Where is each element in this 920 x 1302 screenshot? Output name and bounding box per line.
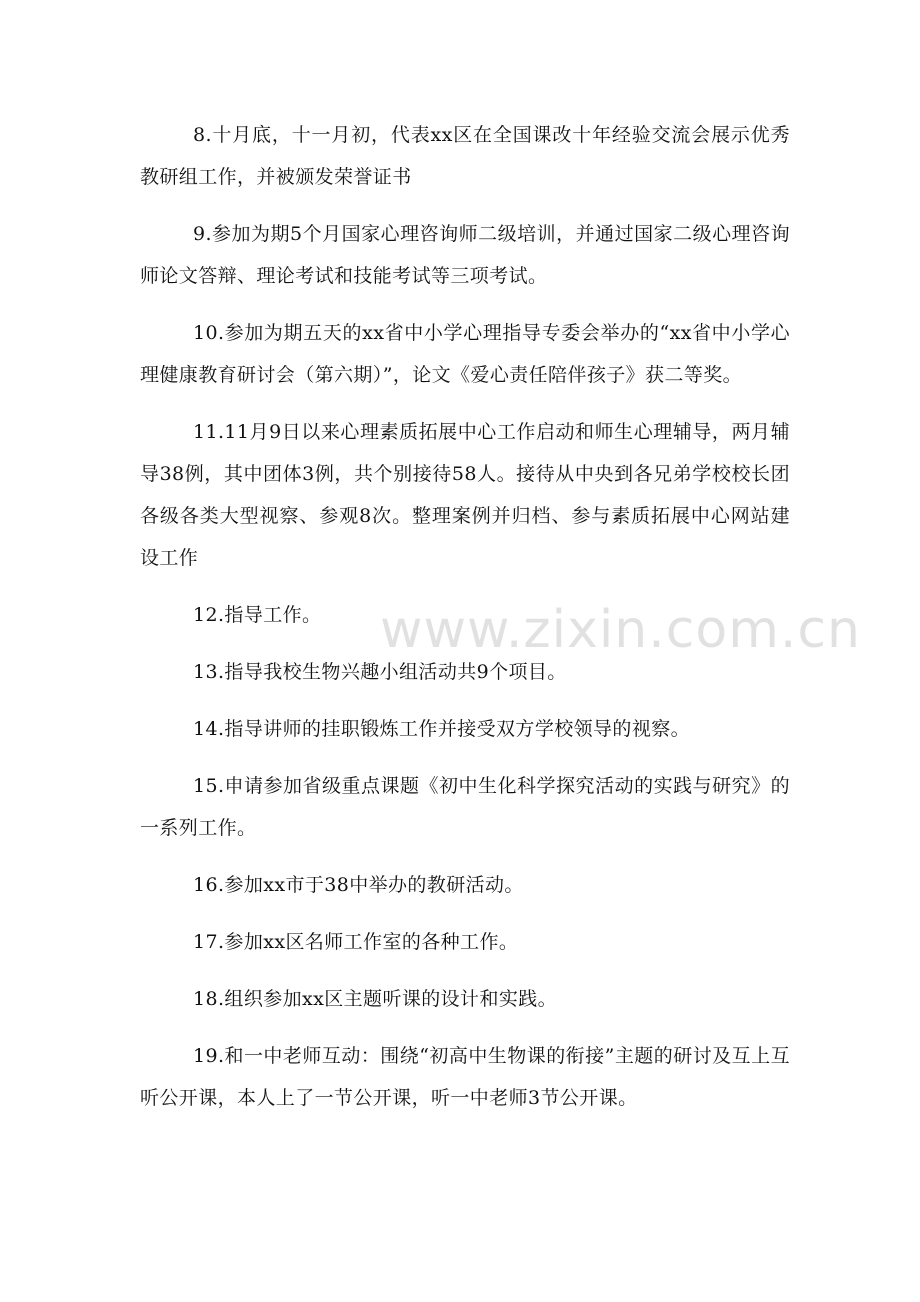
paragraph-item-13: 13.指导我校生物兴趣小组活动共9个项目。 bbox=[193, 661, 567, 683]
paragraph-item-12: 12.指导工作。 bbox=[193, 604, 322, 626]
paragraph-item-10: 10.参加为期五天的xx省中小学心理指导专委会举办的“xx省中小学心理健康教育研讨会（第六期）”，论文《爱心责任陪伴孩子》获二等奖。 bbox=[140, 322, 790, 386]
watermark: www.zixin.com.cn bbox=[380, 600, 861, 660]
paragraph-item-11: 11.11月9日以来心理素质拓展中心工作启动和师生心理辅导，两月辅导38例，其中团体3例，共个别接待58人。接待从中央到各兄弟学校校长团各级各类大型视察、参观8次。整理案例并归档、参与素质拓展中心网站建设工作 bbox=[140, 421, 790, 569]
paragraph-item-16: 16.参加xx市于38中举办的教研活动。 bbox=[193, 874, 524, 896]
paragraph-item-14: 14.指导讲师的挂职锻炼工作并接受双方学校领导的视察。 bbox=[193, 718, 691, 740]
paragraph-item-19: 19.和一中老师互动：围绕“初高中生物课的衔接”主题的研讨及互上互听公开课，本人上了一节公开课，听一中老师3节公开课。 bbox=[140, 1045, 790, 1109]
paragraph-item-15: 15.申请参加省级重点课题《初中生化科学探究活动的实践与研究》的一系列工作。 bbox=[140, 775, 790, 839]
paragraph-item-18: 18.组织参加xx区主题听课的设计和实践。 bbox=[193, 988, 558, 1010]
paragraph-item-8: 8.十月底，十一月初，代表xx区在全国课改十年经验交流会展示优秀教研组工作，并被颁发荣誉证书 bbox=[140, 124, 790, 188]
paragraph-item-9: 9.参加为期5个月国家心理咨询师二级培训，并通过国家二级心理咨询师论文答辩、理论考试和技能考试等三项考试。 bbox=[140, 223, 790, 287]
paragraph-item-17: 17.参加xx区名师工作室的各种工作。 bbox=[193, 931, 519, 953]
document-body bbox=[140, 114, 790, 1134]
